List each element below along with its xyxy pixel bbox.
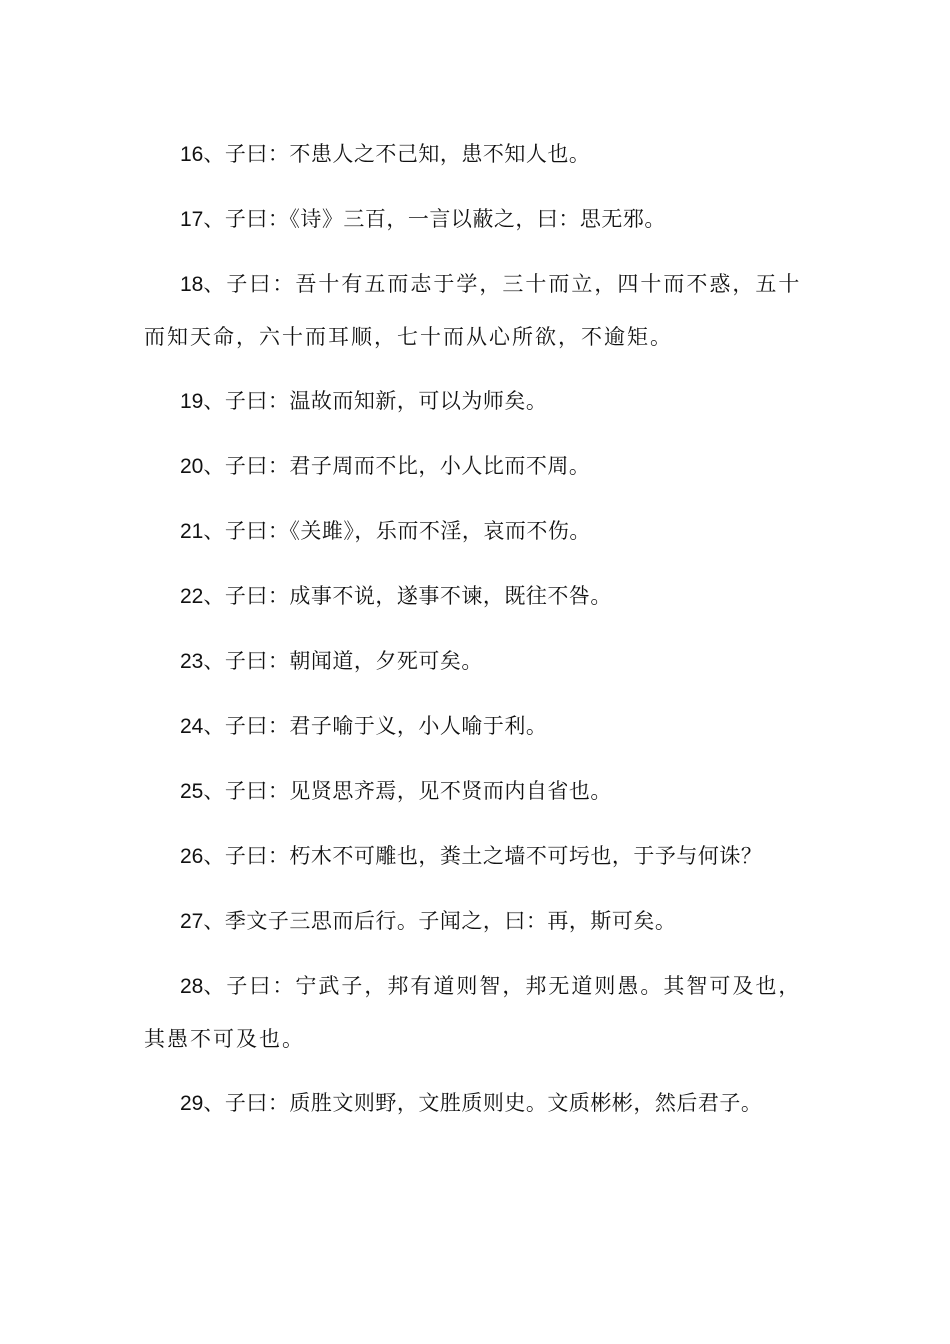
paragraph-number: 18 — [180, 273, 204, 296]
paragraph-text: 、子曰：君子喻于义，小人喻于利。 — [203, 714, 548, 738]
paragraph-20 — [144, 440, 804, 493]
paragraph-number: 29 — [180, 1092, 204, 1115]
paragraph-text: 、子曰：朝闻道，夕死可矣。 — [203, 649, 483, 673]
paragraph-19 — [144, 375, 804, 428]
paragraph-number: 16 — [180, 143, 204, 166]
paragraph-text: 、子曰：吾十有五而志于学，三十而立，四十而不惑，五十而知天命，六十而耳顺，七十而从心所欲，不逾矩。 — [144, 272, 802, 349]
paragraph-number: 23 — [180, 650, 204, 673]
paragraph-number: 22 — [180, 585, 204, 608]
paragraph-text: 、子曰：温故而知新，可以为师矣。 — [203, 389, 548, 413]
paragraph-number: 25 — [180, 780, 204, 803]
paragraph-number: 17 — [180, 208, 204, 231]
paragraph-28 — [144, 960, 804, 1065]
paragraph-23 — [144, 635, 804, 688]
paragraph-29 — [144, 1077, 804, 1130]
paragraph-text: 、子曰：《诗》三百，一言以蔽之，曰：思无邪。 — [203, 207, 666, 231]
paragraph-number: 20 — [180, 455, 204, 478]
paragraph-21 — [144, 505, 804, 558]
paragraph-18 — [144, 258, 804, 363]
paragraph-text: 、季文子三思而后行。子闻之，曰：再，斯可矣。 — [203, 909, 677, 933]
document-body — [144, 128, 804, 1142]
paragraph-number: 21 — [180, 520, 204, 543]
paragraph-22 — [144, 570, 804, 623]
paragraph-text: 、子曰：《关雎》，乐而不淫，哀而不伤。 — [203, 519, 591, 543]
paragraph-number: 24 — [180, 715, 204, 738]
paragraph-text: 、子曰：朽木不可雕也，粪土之墙不可圬也，于予与何诛？ — [203, 844, 763, 868]
paragraph-16 — [144, 128, 804, 181]
paragraph-number: 28 — [180, 975, 204, 998]
paragraph-text: 、子曰：君子周而不比，小人比而不周。 — [203, 454, 591, 478]
paragraph-27 — [144, 895, 804, 948]
paragraph-text: 、子曰：不患人之不己知，患不知人也。 — [203, 142, 591, 166]
paragraph-text: 、子曰：宁武子，邦有道则智，邦无道则愚。其智可及也，其愚不可及也。 — [144, 974, 802, 1051]
paragraph-number: 26 — [180, 845, 204, 868]
paragraph-25 — [144, 765, 804, 818]
paragraph-26 — [144, 830, 804, 883]
paragraph-number: 19 — [180, 390, 204, 413]
paragraph-24 — [144, 700, 804, 753]
paragraph-text: 、子曰：见贤思齐焉，见不贤而内自省也。 — [203, 779, 612, 803]
paragraph-number: 27 — [180, 910, 204, 933]
paragraph-text: 、子曰：质胜文则野，文胜质则史。文质彬彬，然后君子。 — [203, 1091, 763, 1115]
paragraph-text: 、子曰：成事不说，遂事不谏，既往不咎。 — [203, 584, 612, 608]
paragraph-17 — [144, 193, 804, 246]
